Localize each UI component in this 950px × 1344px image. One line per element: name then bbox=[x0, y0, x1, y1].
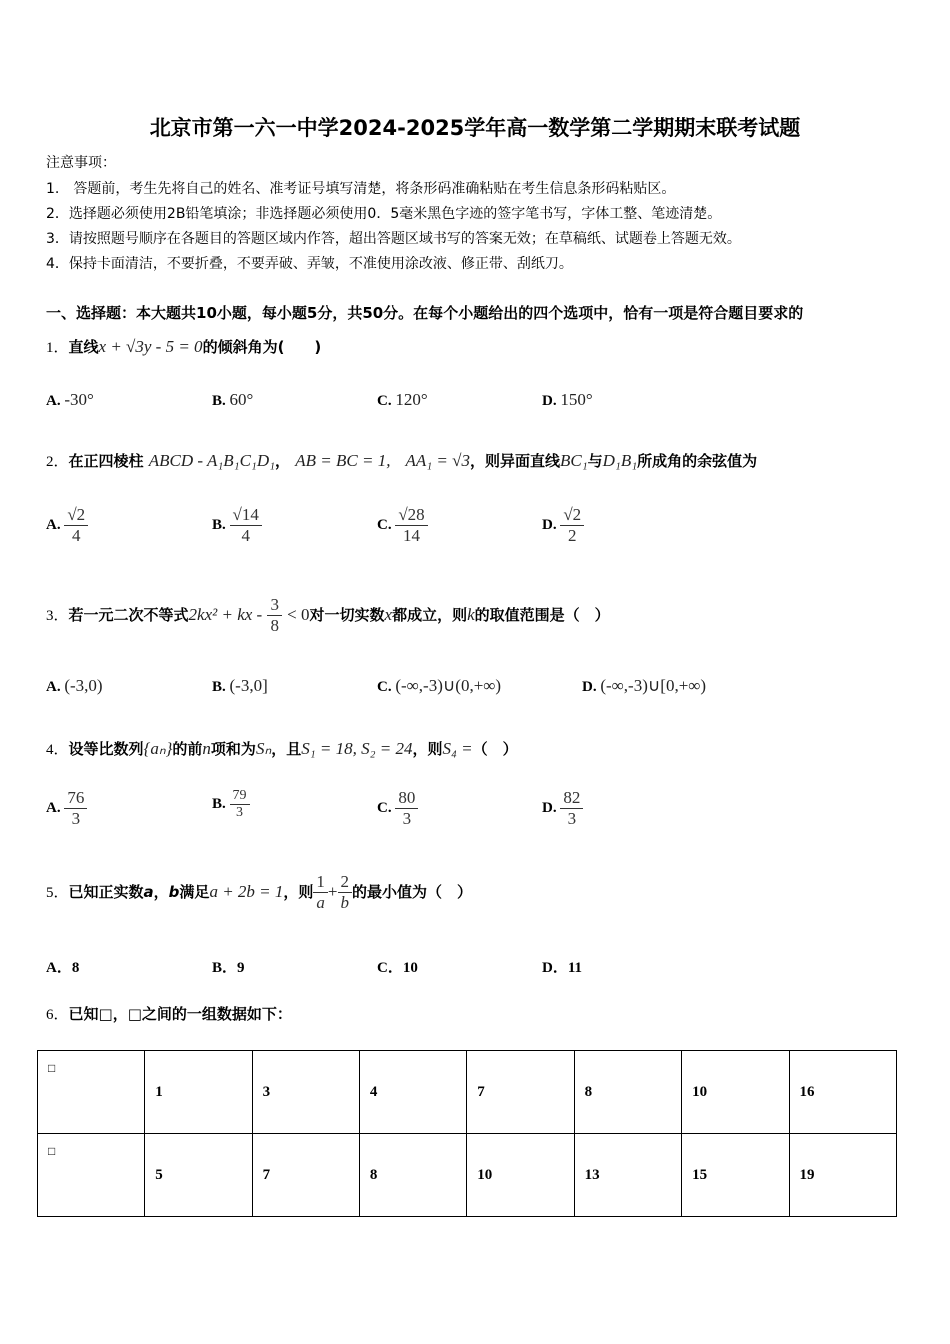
q-num: 2． bbox=[46, 454, 69, 470]
denominator: 3 bbox=[236, 805, 244, 820]
option-label: D. bbox=[542, 516, 557, 533]
fraction bbox=[230, 788, 250, 821]
table-cell: 4 bbox=[359, 1051, 466, 1134]
option-label: B. bbox=[212, 393, 226, 409]
option-label: D. bbox=[542, 393, 557, 409]
question-5 bbox=[46, 872, 472, 913]
option-label: A. bbox=[46, 799, 61, 816]
math: AB = BC = 1, bbox=[295, 451, 391, 470]
math: S₁ = 18, S₂ = 24 bbox=[301, 739, 413, 758]
row-label: □ bbox=[38, 1051, 145, 1134]
var-a: a bbox=[143, 883, 154, 901]
table-row bbox=[38, 1051, 897, 1134]
denominator: a bbox=[316, 893, 325, 912]
table-cell: 15 bbox=[682, 1134, 789, 1217]
math: BC₁ bbox=[559, 451, 588, 470]
math: {aₙ} bbox=[143, 739, 173, 758]
fraction bbox=[267, 595, 282, 636]
q-text: 的最小值为（ ） bbox=[352, 883, 473, 901]
math: + bbox=[327, 882, 338, 901]
fraction bbox=[560, 505, 584, 546]
option-c[interactable] bbox=[377, 390, 428, 410]
option-value: -30° bbox=[64, 390, 94, 409]
option-label: B. bbox=[212, 795, 226, 812]
math: x + √3y - 5 = 0 bbox=[98, 337, 203, 356]
denominator: 2 bbox=[568, 526, 577, 545]
option-c[interactable]: C．10 bbox=[377, 960, 418, 976]
numerator: 82 bbox=[560, 788, 583, 809]
option-a[interactable] bbox=[46, 505, 88, 546]
q-text: 项和为 bbox=[210, 740, 256, 758]
q-text: 的取值范围是（ ） bbox=[474, 606, 610, 624]
table-cell: 10 bbox=[467, 1134, 574, 1217]
numerator: 79 bbox=[230, 788, 250, 805]
q-num: 5． bbox=[46, 885, 69, 901]
option-label: A. bbox=[46, 393, 61, 409]
option-label: B. bbox=[212, 516, 226, 533]
numerator: √14 bbox=[230, 505, 262, 526]
note-item: 1. 答题前，考生先将自己的姓名、准考证号填写清楚，将条形码准确粘贴在考生信息条形码粘贴区。 bbox=[46, 181, 676, 197]
option-d[interactable] bbox=[582, 676, 706, 696]
question-3 bbox=[46, 595, 610, 636]
option-value: 60° bbox=[229, 390, 254, 409]
numerator: √2 bbox=[64, 505, 88, 526]
option-b[interactable] bbox=[212, 505, 262, 546]
option-a[interactable] bbox=[46, 788, 87, 829]
numerator: 3 bbox=[267, 595, 282, 616]
option-label: B. bbox=[212, 679, 226, 695]
q-text: 的倾斜角为( ) bbox=[202, 338, 322, 356]
denominator: 3 bbox=[402, 809, 412, 828]
q-text: 已知正实数 bbox=[68, 883, 144, 901]
question-2 bbox=[46, 450, 757, 471]
q-num: 1． bbox=[46, 340, 69, 356]
math: S₄ = bbox=[442, 739, 473, 758]
option-value: (-3,0] bbox=[229, 676, 268, 695]
q-text: ，则 bbox=[283, 883, 314, 901]
math: k bbox=[467, 605, 475, 624]
q-text: ，且 bbox=[271, 740, 302, 758]
q-num: 4． bbox=[46, 742, 69, 758]
q-text: 在正四棱柱 bbox=[68, 452, 144, 470]
notes-heading: 注意事项： bbox=[46, 155, 116, 171]
q-text: 设等比数列 bbox=[68, 740, 144, 758]
denominator: 8 bbox=[270, 616, 279, 635]
table-cell: 7 bbox=[467, 1051, 574, 1134]
option-c[interactable] bbox=[377, 676, 501, 696]
denominator: 14 bbox=[403, 526, 421, 545]
option-label: D. bbox=[542, 799, 557, 816]
q-num: 6． bbox=[46, 1007, 69, 1023]
table-cell: 5 bbox=[145, 1134, 252, 1217]
option-c[interactable] bbox=[377, 505, 428, 546]
q-text: ， bbox=[153, 883, 169, 901]
fraction bbox=[338, 872, 353, 913]
table-cell: 8 bbox=[574, 1051, 681, 1134]
q-text: 都成立，则 bbox=[392, 606, 468, 624]
option-label: C. bbox=[377, 516, 392, 533]
table-row bbox=[38, 1134, 897, 1217]
math: a + 2b = 1 bbox=[209, 882, 284, 901]
option-a[interactable] bbox=[46, 676, 103, 696]
option-value: (-∞,-3)∪(0,+∞) bbox=[395, 676, 502, 695]
table-cell: 19 bbox=[789, 1134, 897, 1217]
section-heading: 一、选择题：本大题共10小题，每小题5分，共50分。在每个小题给出的四个选项中，恰有一项是符合题目要求的 bbox=[46, 304, 804, 322]
math: 2kx² + kx - bbox=[188, 605, 263, 624]
q-text: 对一切实数 bbox=[309, 606, 385, 624]
table-cell: 10 bbox=[682, 1051, 789, 1134]
note-item: 3．请按照题号顺序在各题目的答题区域内作答，超出答题区域书写的答案无效；在草稿纸、试题卷上答题无效。 bbox=[46, 231, 741, 247]
fraction bbox=[64, 505, 88, 546]
denominator: 3 bbox=[567, 809, 577, 828]
math: ABCD - A₁B₁C₁D₁ bbox=[148, 451, 276, 470]
row-label: □ bbox=[38, 1134, 145, 1217]
option-b[interactable]: B．9 bbox=[212, 960, 245, 976]
option-a[interactable] bbox=[46, 390, 94, 410]
option-label: A. bbox=[46, 516, 61, 533]
denominator: 4 bbox=[72, 526, 81, 545]
numerator: √2 bbox=[560, 505, 584, 526]
q-text: ，则异面直线 bbox=[469, 452, 560, 470]
math: n bbox=[202, 739, 211, 758]
option-label: C. bbox=[377, 679, 392, 695]
question-4 bbox=[46, 738, 518, 759]
numerator: 2 bbox=[338, 872, 353, 893]
q-text: （ ） bbox=[472, 740, 518, 758]
note-item: 2．选择题必须使用2B铅笔填涂；非选择题必须使用0．5毫米黑色字迹的签字笔书写，字体工整、笔迹清楚。 bbox=[46, 206, 722, 222]
option-label: C. bbox=[377, 393, 392, 409]
option-label: C. bbox=[377, 799, 392, 816]
q-text: 直线 bbox=[68, 338, 99, 356]
option-value: (-∞,-3)∪[0,+∞) bbox=[600, 676, 707, 695]
q-text: 满足 bbox=[179, 883, 210, 901]
denominator: b bbox=[340, 893, 349, 912]
q-text: 的前 bbox=[172, 740, 203, 758]
page-title: 北京市第一六一中学2024-2025学年高一数学第二学期期末联考试题 bbox=[149, 116, 801, 140]
q-num: 3． bbox=[46, 608, 69, 624]
option-d[interactable] bbox=[542, 788, 583, 829]
math: Sₙ bbox=[255, 739, 272, 758]
table-cell: 1 bbox=[145, 1051, 252, 1134]
table-cell: 8 bbox=[359, 1134, 466, 1217]
table-cell: 13 bbox=[574, 1134, 681, 1217]
math: D₁B₁ bbox=[602, 451, 638, 470]
fraction bbox=[560, 788, 583, 829]
option-a[interactable]: A．8 bbox=[46, 960, 80, 976]
fraction bbox=[395, 505, 427, 546]
option-b[interactable] bbox=[212, 676, 268, 696]
option-value: 150° bbox=[560, 390, 593, 409]
q-text: 若一元二次不等式 bbox=[68, 606, 189, 624]
math: AA₁ = √3 bbox=[405, 451, 470, 470]
q-text: 所成角的余弦值为 bbox=[637, 452, 758, 470]
numerator: 76 bbox=[64, 788, 87, 809]
option-d[interactable] bbox=[542, 390, 593, 410]
q-text: ，则 bbox=[412, 740, 443, 758]
option-b[interactable] bbox=[212, 788, 250, 821]
fraction bbox=[230, 505, 262, 546]
option-value: 120° bbox=[395, 390, 428, 409]
numerator: 1 bbox=[313, 872, 328, 893]
table-cell: 3 bbox=[252, 1051, 359, 1134]
data-table bbox=[37, 1050, 897, 1217]
option-b[interactable] bbox=[212, 390, 253, 410]
option-d[interactable] bbox=[542, 505, 584, 546]
q-text: ， bbox=[275, 452, 291, 470]
q-text: 已知□，□之间的一组数据如下： bbox=[68, 1005, 292, 1023]
var-b: b bbox=[168, 883, 180, 901]
math: x bbox=[384, 605, 393, 624]
q-text: 与 bbox=[587, 452, 603, 470]
question-1 bbox=[46, 336, 321, 357]
option-d[interactable]: D．11 bbox=[542, 960, 583, 976]
note-item: 4．保持卡面清洁，不要折叠，不要弄破、弄皱，不准使用涂改液、修正带、刮纸刀。 bbox=[46, 256, 573, 272]
question-6 bbox=[46, 1003, 292, 1024]
option-label: A. bbox=[46, 679, 61, 695]
fraction bbox=[395, 788, 418, 829]
option-value: (-3,0) bbox=[64, 676, 103, 695]
option-label: D. bbox=[582, 679, 597, 695]
denominator: 3 bbox=[71, 809, 81, 828]
numerator: √28 bbox=[395, 505, 427, 526]
math: < 0 bbox=[287, 605, 310, 624]
denominator: 4 bbox=[241, 526, 250, 545]
fraction bbox=[64, 788, 87, 829]
fraction bbox=[313, 872, 328, 913]
numerator: 80 bbox=[395, 788, 418, 809]
option-c[interactable] bbox=[377, 788, 418, 829]
table-cell: 7 bbox=[252, 1134, 359, 1217]
table-cell: 16 bbox=[789, 1051, 897, 1134]
